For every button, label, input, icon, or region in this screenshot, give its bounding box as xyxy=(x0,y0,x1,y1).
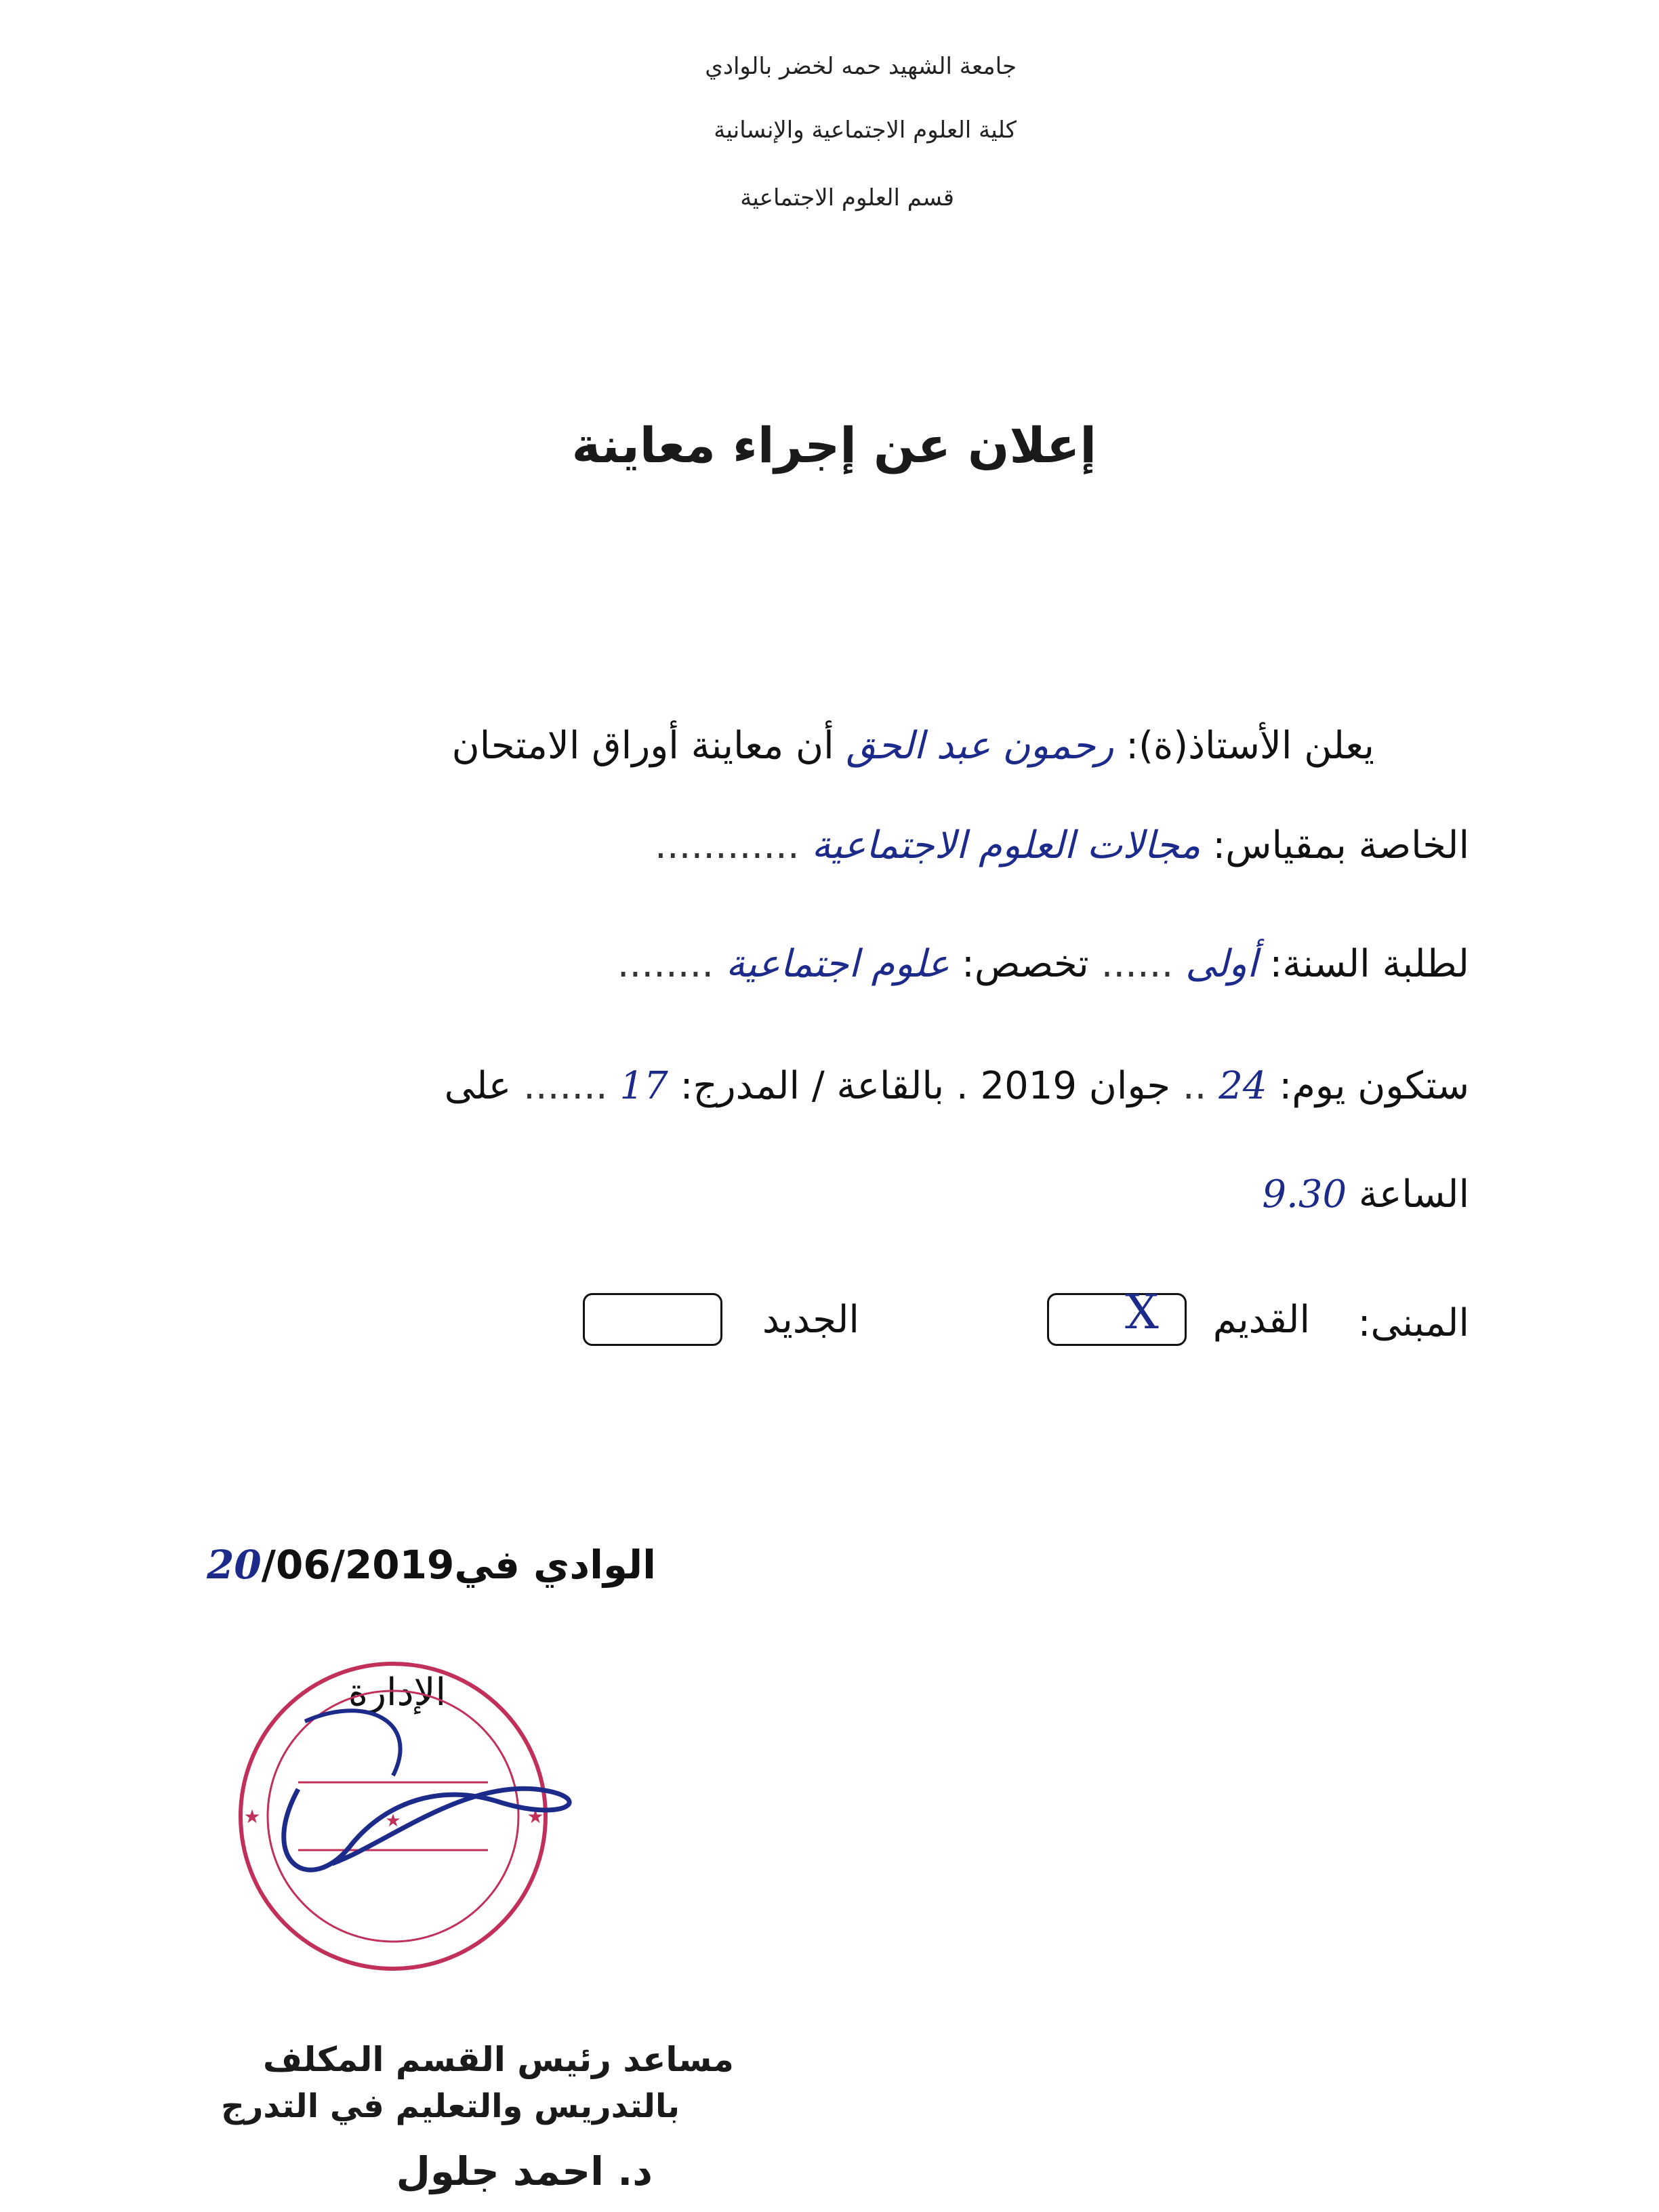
dotted-fill: ........ xyxy=(617,942,714,986)
building-old-mark: X xyxy=(1125,1284,1159,1340)
building-old-checkbox xyxy=(1047,1293,1187,1346)
year-value: أولى xyxy=(1185,942,1258,986)
building-new-label: الجديد xyxy=(762,1298,859,1342)
document-title: إعلان عن إجراء معاينة xyxy=(571,417,1097,474)
dotted-fill: ....... xyxy=(523,1064,608,1108)
professor-label: يعلن الأستاذ(ة): xyxy=(1126,724,1374,768)
faculty-name: كلية العلوم الاجتماعية والإنسانية xyxy=(714,117,1017,144)
department-name: قسم العلوم الاجتماعية xyxy=(740,184,954,211)
building-old-label: القديم xyxy=(1212,1298,1310,1342)
announcement-line-2 xyxy=(655,823,1469,867)
date-rest: /06/2019 xyxy=(261,1542,455,1588)
room-value: 17 xyxy=(619,1064,668,1108)
on-label: على xyxy=(444,1064,512,1108)
signature-role-line-1: مساعد رئيس القسم المكلف xyxy=(263,2040,734,2079)
svg-text:★: ★ xyxy=(527,1805,544,1828)
day-value: 24 xyxy=(1218,1064,1267,1108)
subject-label: الخاصة بمقياس: xyxy=(1212,823,1469,867)
announcement-line-3 xyxy=(617,942,1469,986)
professor-name: رحمون عبد الحق xyxy=(846,724,1114,768)
date-day: 20 xyxy=(207,1542,262,1588)
specialty-label: تخصص: xyxy=(961,942,1089,986)
announcement-line-4 xyxy=(445,1064,1469,1108)
date-line xyxy=(207,1542,656,1588)
year-label: لطلبة السنة: xyxy=(1269,942,1469,986)
administration-label: الإدارة xyxy=(348,1671,446,1715)
announcement-line-1 xyxy=(452,724,1374,768)
building-label: المبنى: xyxy=(1357,1301,1469,1345)
svg-text:★: ★ xyxy=(243,1805,261,1828)
university-name: جامعة الشهيد حمه لخضر بالوادي xyxy=(705,53,1017,80)
signatory-name: د. احمد جلول xyxy=(396,2148,653,2194)
signature-role-line-2: بالتدريس والتعليم في التدرج xyxy=(221,2087,680,2125)
time-value: 9.30 xyxy=(1262,1172,1347,1216)
month-year-room-label: جوان 2019 . بالقاعة / المدرج: xyxy=(680,1064,1171,1108)
line1-suffix: أن معاينة أوراق الامتحان xyxy=(451,724,834,768)
official-stamp xyxy=(217,1640,596,2020)
dotted-fill: ...... xyxy=(1101,942,1174,986)
announcement-line-5 xyxy=(1262,1172,1469,1216)
subject-name: مجالات العلوم الاجتماعية xyxy=(811,823,1201,867)
building-new-checkbox xyxy=(583,1293,722,1346)
specialty-value: علوم اجتماعية xyxy=(725,942,950,986)
dotted-fill: ............ xyxy=(655,823,800,867)
day-label: ستكون يوم: xyxy=(1279,1064,1469,1108)
dotted-fill: .. xyxy=(1182,1064,1207,1108)
svg-text:★: ★ xyxy=(385,1811,401,1831)
date-prefix: الوادي في xyxy=(454,1542,656,1588)
time-label: الساعة xyxy=(1358,1172,1469,1216)
